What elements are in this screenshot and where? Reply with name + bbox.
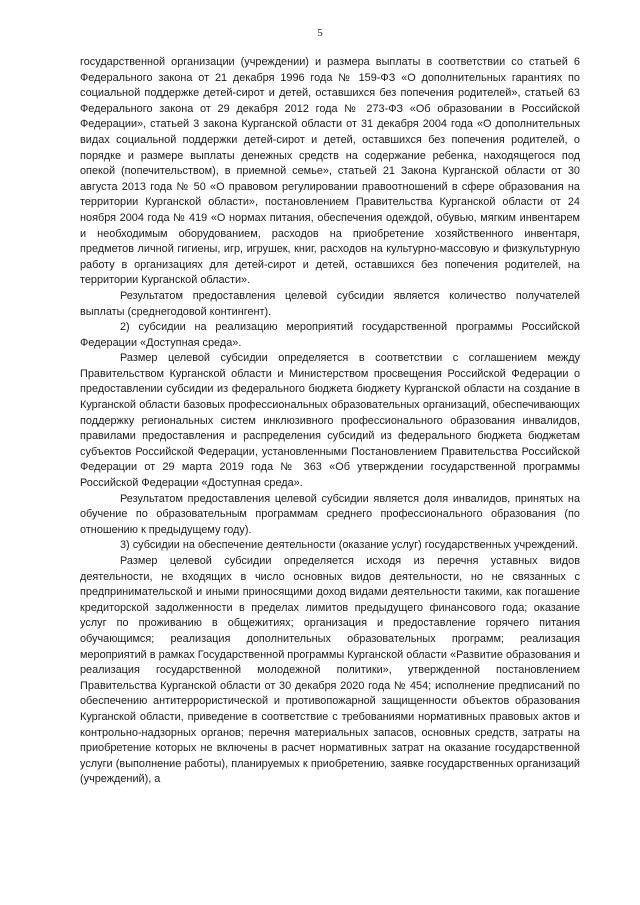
paragraph-result-payment-recipients: Результатом предоставления целевой субсидии является количество получателей выплаты (среднегодовой контингент).	[80, 289, 580, 318]
paragraph-subsidy-accessible-environment: 2) субсидии на реализацию мероприятий государственной программы Российской Федерации «Доступная среда».	[80, 321, 580, 349]
paragraph-legal-basis-continued: государственной организации (учреждении) и размера выплаты в соответствии со статьей 6 Федерального закона от 21 декабря 1996 года № 159-ФЗ «О дополнительных гарантиях по социальной поддержке детей-сирот и детей, оставшихся без попечения родителей», статьей 63 Федерального закона от 29 декабря 2012 года № 273-ФЗ «Об образовании в Российской Федерации», статьей 3 закона Курганской области от 31 декабря 2004 года «О дополнительных видах социальной поддержки детей-сирот и детей, оставшихся без попечения родителей, о порядке и размере выплаты денежных средств на содержание ребенка, находящегося под опекой (попечительством), в приемной семье», статьей 21 Закона Курганской области от 30 августа 2013 года № 50 «О правовом регулировании правоотношений в сфере образования на территории Курганской области», постановлением Правительства Курганской области от 24 ноября 2004 года № 419 «О нормах питания, обеспечения одеждой, обувью, мягким инвентарем и необходимым оборудованием, расходов на приобретение хозяйственного инвентаря, предметов личной гигиены, игр, игрушек, книг, расходов на культурно-массовую и физкультурную работу в организациях для детей-сирот и детей, оставшихся без попечения родителей, на территории Курганской области».	[80, 56, 580, 287]
paragraph-result-disabled-share: Результатом предоставления целевой субсидии является доля инвалидов, принятых на обучение по образовательным программам среднего профессионального образования (по отношению к предыдущему году).	[80, 492, 580, 536]
paragraph-size-institution-activity: Размер целевой субсидии определяется исходя из перечня уставных видов деятельности, не входящих в число основных видов деятельности, но не связанных с предпринимательской и иными приносящими доход видами деятельности такими, как погашение кредиторской задолженности в пределах лимитов предыдущего финансового года; оказание услуг по проживанию в общежитиях; организация и предоставление горячего питания обучающимся; реализация дополнительных образовательных программ; реализация мероприятий в рамках Государственной программы Курганской области «Развитие образования и реализация государственной молодежной политики», утвержденной постановлением Правительства Курганской области от 30 декабря 2020 года № 454; исполнение предписаний по обеспечению антитеррористической и противопожарной защищенности объектов образования Курганской области, приведение в соответствие с требованиями нормативных правовых актов и контрольно-надзорных органов; перечня материальных запасов, основных средств, затраты на приобретение которых не включены в расчет нормативных затрат на оказание государственной услуги (выполнение работы), планируемых к приобретению, заявке государственных организаций (учреждений), а	[80, 555, 580, 786]
paragraph-size-accessible-environment: Размер целевой субсидии определяется в соответствии с соглашением между Правительством Курганской области и Министерством просвещения Российской Федерации о предоставлении субсидии из федерального бюджета бюджету Курганской области на создание в Курганской области базовых профессиональных образовательных организаций, обеспечивающих поддержку региональных систем инклюзивного профессионального образования инвалидов, правилами предоставления и распределения субсидий из федерального бюджета бюджетам субъектов Российской Федерации, установленными Постановлением Правительства Российской Федерации от 29 марта 2019 года № 363 «Об утверждении государственной программы Российской Федерации «Доступная среда».	[80, 352, 580, 490]
paragraph-subsidy-institution-activity: 3) субсидии на обеспечение деятельности (оказание услуг) государственных учреждений.	[120, 539, 579, 552]
document-body	[80, 55, 580, 788]
page-number: 5	[317, 27, 323, 39]
